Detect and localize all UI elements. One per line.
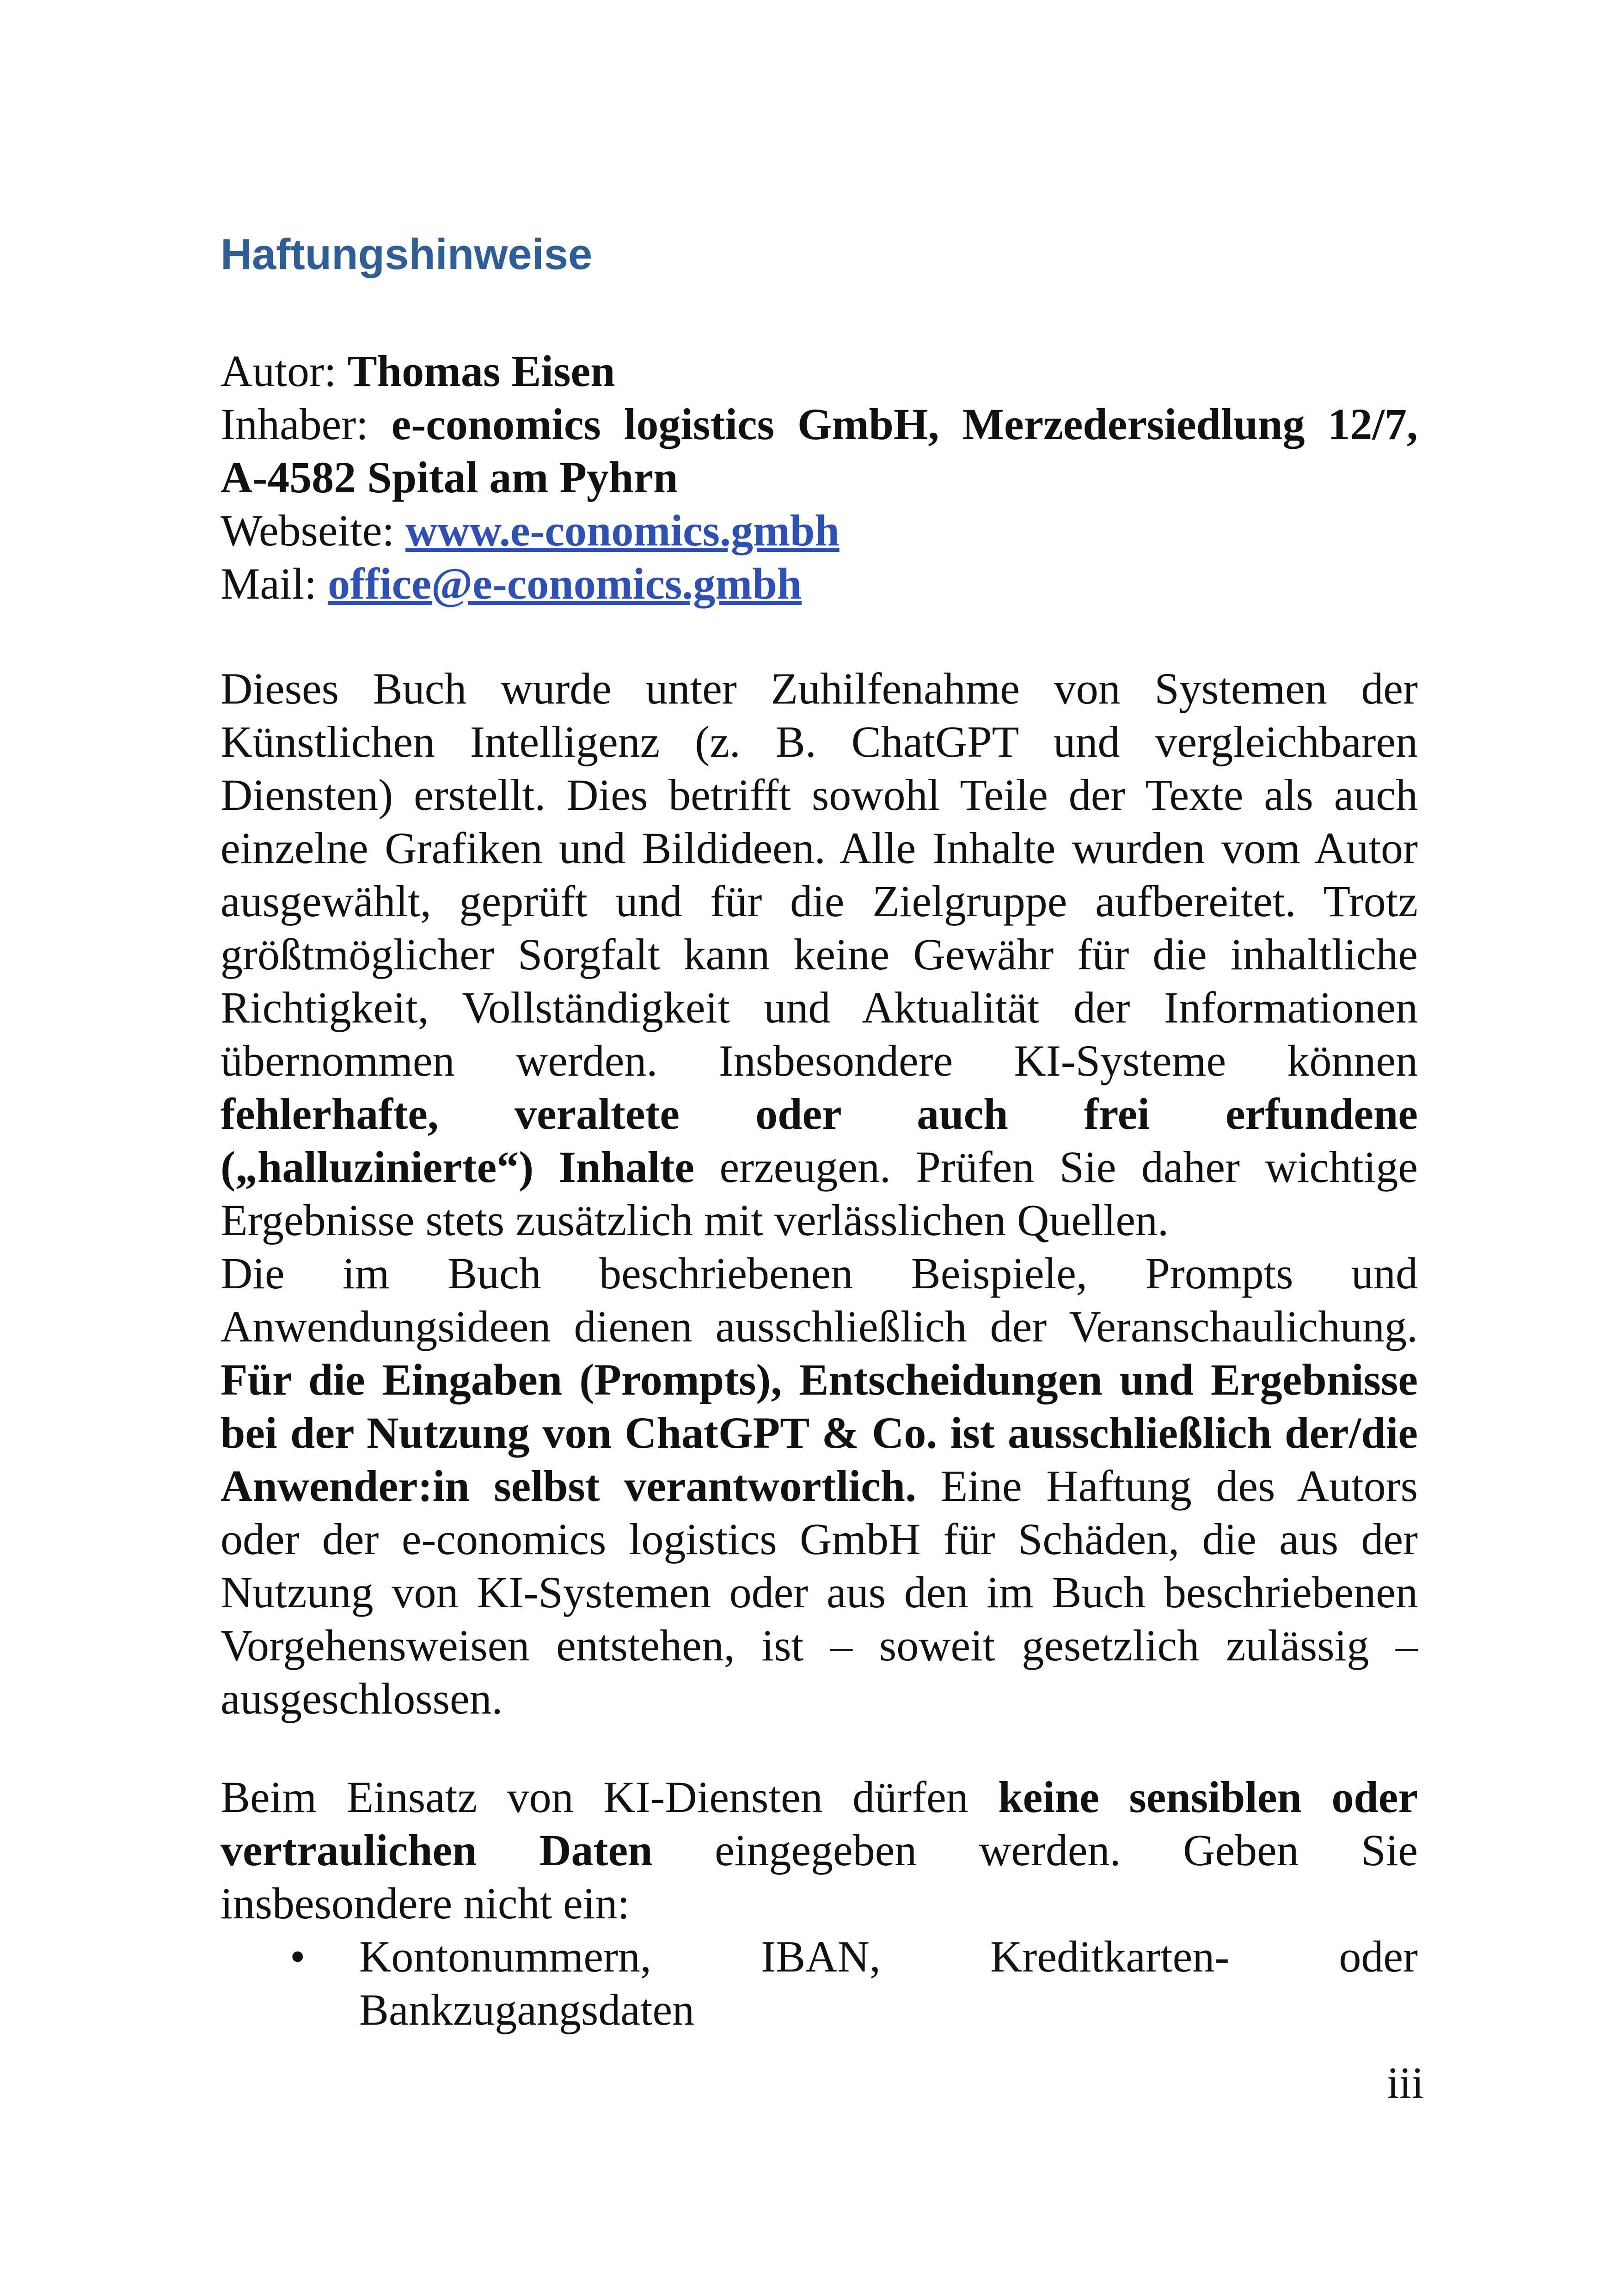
bullet-icon: • (290, 1932, 306, 1981)
author-label: Autor: (221, 346, 348, 396)
p2-line (221, 1770, 1418, 1824)
data-privacy-paragraph (221, 1770, 1418, 1930)
author-line (221, 344, 1418, 398)
p1-line: größtmöglicher Sorgfalt kann keine Gewähr für die inhaltliche (221, 930, 1418, 979)
p1-line: oder der e-conomics logistics GmbH für Schäden, die aus der (221, 1514, 1418, 1564)
owner-line-2 (221, 451, 1418, 504)
p1-line: übernommen werden. Insbesondere KI-Systeme können (221, 1036, 1418, 1085)
p1-line-bold (221, 1087, 1418, 1140)
responsibility-statement: bei der Nutzung von ChatGPT & Co. ist ausschließlich der/die (221, 1408, 1418, 1457)
p1-line: einzelne Grafiken und Bildideen. Alle Inhalte wurden vom Autor (221, 823, 1418, 873)
p2-text: Beim Einsatz von KI-Diensten dürfen (221, 1772, 999, 1822)
p1-line: Diensten) erstellt. Dies betrifft sowohl Teile der Texte als auch (221, 770, 1418, 820)
hallucination-warning: fehlerhafte, veraltete oder auch frei erfundene (221, 1089, 1418, 1139)
list-item-line: Bankzugangsdaten (359, 1985, 695, 2034)
p2-line (221, 1824, 1418, 1877)
p2-text: eingegeben werden. Geben Sie (652, 1825, 1418, 1875)
p1-line (221, 1459, 1418, 1512)
mail-line (221, 557, 1418, 610)
mail-link[interactable]: office@e-conomics.gmbh (327, 559, 802, 608)
owner-address-2: A-4582 Spital am Pyhrn (221, 453, 678, 502)
owner-label: Inhaber: (221, 399, 392, 449)
p1-line: Die im Buch beschriebenen Beispiele, Prompts und (221, 1249, 1418, 1298)
p1-line: Nutzung von KI-Systemen oder aus den im Buch beschriebenen (221, 1567, 1418, 1617)
p1-line: Richtigkeit, Vollständigkeit und Aktualität der Informationen (221, 983, 1418, 1032)
p1-line: Künstlichen Intelligenz (z. B. ChatGPT und vergleichbaren (221, 717, 1418, 766)
p1-text: erzeugen. Prüfen Sie daher wichtige (694, 1142, 1418, 1192)
list-item-text (359, 1930, 1418, 2036)
responsibility-statement: Anwender:in selbst verantwortlich. (221, 1461, 917, 1511)
page-heading: Haftungshinweise (221, 230, 593, 278)
p1-line: Dieses Buch wurde unter Zuhilfenahme von Systemen der (221, 664, 1418, 713)
sensitive-data-warning: vertraulichen Daten (221, 1825, 653, 1875)
p1-line: Vorgehensweisen entstehen, ist – soweit gesetzlich zulässig – (221, 1621, 1418, 1670)
hallucination-term: („halluzinierte“) Inhalte (221, 1142, 695, 1192)
page-number: iii (1386, 2058, 1424, 2107)
p1-line-bold (221, 1353, 1418, 1406)
p1-line: ausgeschlossen. (221, 1674, 503, 1723)
p2-line: insbesondere nicht ein: (221, 1879, 630, 1928)
author-name: Thomas Eisen (347, 346, 615, 396)
contact-block (221, 344, 1418, 610)
website-label: Webseite: (221, 506, 406, 555)
p1-line: Ergebnisse stets zusätzlich mit verlässlichen Quellen. (221, 1195, 1169, 1245)
owner-line-1 (221, 398, 1418, 451)
p1-line (221, 1140, 1418, 1194)
responsibility-statement: Für die Eingaben (Prompts), Entscheidungen und Ergebnisse (221, 1355, 1418, 1404)
owner-address-1: e-conomics logistics GmbH, Merzedersiedlung 12/7, (391, 399, 1418, 449)
website-link[interactable]: www.e-conomics.gmbh (405, 506, 840, 555)
list-item-line: Kontonummern, IBAN, Kreditkarten- oder (359, 1932, 1418, 1981)
p1-text: Eine Haftung des Autors (916, 1461, 1418, 1511)
mail-label: Mail: (221, 559, 328, 608)
p1-line: ausgewählt, geprüft und für die Zielgruppe aufbereitet. Trotz (221, 876, 1418, 926)
p1-line-bold (221, 1406, 1418, 1459)
sensitive-data-warning: keine sensiblen oder (998, 1772, 1418, 1822)
disclaimer-paragraph (221, 662, 1418, 1725)
website-line (221, 504, 1418, 557)
p1-line: Anwendungsideen dienen ausschließlich der Veranschaulichung. (221, 1302, 1418, 1351)
